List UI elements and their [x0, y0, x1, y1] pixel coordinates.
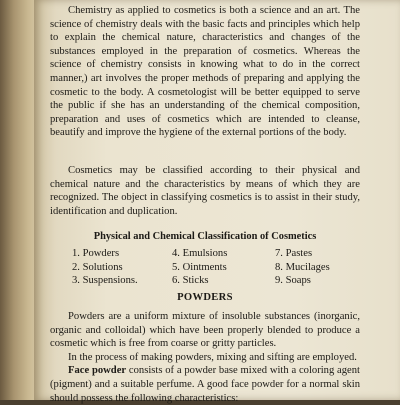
face-powder-term: Face powder	[68, 365, 127, 377]
intro-paragraph: Chemistry as applied to cosmetics is both a science and an art. The science of chemistry deals with the basic facts and principles which help to explain the chemical nature, characteristics and changes of the substances employed in the preparation of cosmetics. Whereas the science of chemistry consists in knowing what to do in the correct manner,) art involves the proper methods of preparing and applying the cosmetic to the body. A cosmetologist will be better equipped to serve the public if she has an understanding of the chemical composition, preparation and uses of cosmetics which are intended to cleanse, beautify and improve the hygiene of the external portions of the body.	[50, 5, 360, 139]
classification-paragraph: Cosmetics may be classified according to their physical and chemical nature and the characteristics by means of which they are recognized. The object in classifying cosmetics is to assist in their study, identification and duplication.	[50, 165, 360, 217]
list-item: 5. Ointments	[172, 261, 227, 273]
powders-section	[50, 310, 360, 405]
classification-heading: Physical and Chemical Classification of Cosmetics	[93, 231, 317, 242]
classification-list	[72, 247, 362, 288]
face-powder-text: consists of a powder base mixed with a coloring agent (pigment) and a suitable perfume. A good face powder for a normal skin should possess the following characteristics:	[50, 365, 360, 404]
list-item: 7. Pastes	[275, 248, 313, 259]
face-powder-paragraph	[50, 364, 360, 405]
list-item: 2. Solutions	[72, 261, 123, 273]
list-item: 1. Powders	[72, 248, 120, 259]
powders-intro-paragraph: Powders are a uniform mixture of insoluble substances (inorganic, organic and colloidal) which have been properly blended to produce a cosmetic which is free from coarse or gritty particles.	[50, 311, 360, 350]
list-item: 6. Sticks	[172, 275, 209, 287]
powders-process-paragraph: In the process of making powders, mixing and sifting are employed.	[68, 351, 357, 363]
list-item: 9. Soaps	[275, 275, 311, 287]
powders-heading: POWDERS	[177, 292, 233, 303]
list-item: 4. Emulsions	[172, 248, 228, 259]
list-item: 3. Suspensions.	[72, 275, 138, 287]
page-text	[50, 0, 360, 404]
list-item: 8. Mucilages	[275, 261, 330, 273]
